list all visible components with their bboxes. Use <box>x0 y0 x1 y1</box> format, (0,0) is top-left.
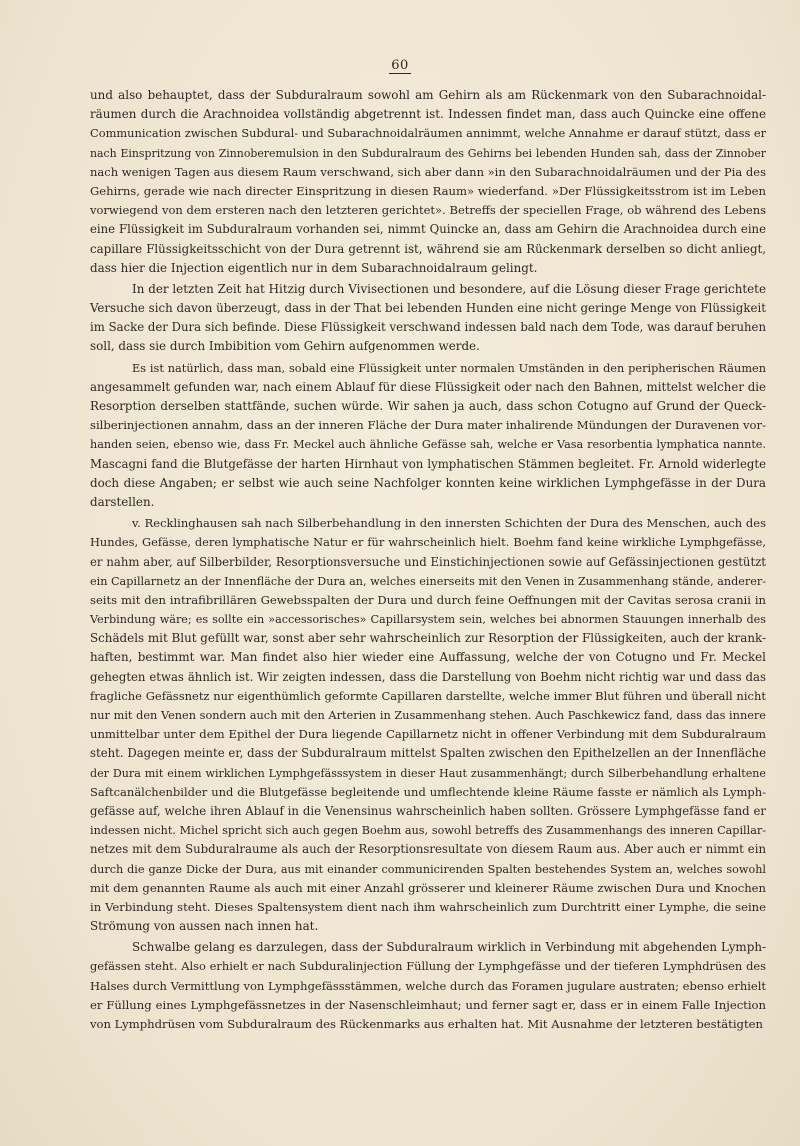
text-line: ein Capillarnetz an der Innenfläche der Dura an, welches einerseits mit den Venen in Zusammenhang stände, anderer- <box>90 574 766 588</box>
text-line: räumen durch die Arachnoidea vollständig abgetrennt ist. Indessen findet man, dass auch Quincke eine offene <box>90 107 766 122</box>
text-line: Hundes, Gefässe, deren lymphatische Natur er für wahrscheinlich hielt. Boehm fand keine wirkliche Lymphgefässe, <box>90 535 766 550</box>
text-line: vorwiegend von dem ersteren nach den letzteren gerichtet». Betreffs der speciellen Frage, ob während des Lebens <box>90 203 766 218</box>
text-line: seits mit den intrafibrillären Gewebsspalten der Dura und durch feine Oeffnungen mit der Cavitas serosa cranii in <box>90 592 766 607</box>
text-line: Saftcanälchenbilder und die Blutgefässe begleitende und umflechtende kleine Räume fasste er nämlich als Lymph- <box>90 784 766 799</box>
paragraph <box>90 938 766 1034</box>
text-line: Mascagni fand die Blutgefässe der harten Hirnhaut von lymphatischen Stämmen begleitet. Fr. Arnold widerlegte <box>90 456 766 471</box>
text-line: im Sacke der Dura sich befinde. Diese Flüssigkeit verschwand indessen bald nach dem Tode, was darauf beruhen <box>90 320 766 335</box>
text-line: unmittelbar unter dem Epithel der Dura liegende Capillarnetz nicht in offener Verbindung mit dem Subduralraum <box>90 727 766 742</box>
text-line: darstellen. <box>90 494 155 509</box>
page-number <box>0 58 800 73</box>
text-line: soll, dass sie durch Imbibition vom Gehirn aufgenommen werde. <box>90 339 480 354</box>
text-line: Schwalbe gelang es darzulegen, dass der Subduralraum wirklich in Verbindung mit abgehenden Lymph- <box>132 940 766 955</box>
text-line: haften, bestimmt war. Man findet also hier wieder eine Auffassung, welche der von Cotugno und Fr. Meckel <box>90 650 766 665</box>
paragraph <box>90 514 766 936</box>
text-line: Schädels mit Blut gefüllt war, sonst aber sehr wahrscheinlich zur Resorption der Flüssigkeiten, auch der krank- <box>90 631 766 646</box>
text-line: eine Flüssigkeit im Subduralraum vorhanden sei, nimmt Quincke an, dass am Gehirn die Arachnoidea durch eine <box>90 222 766 237</box>
text-line: v. Recklinghausen sah nach Silberbehandlung in den innersten Schichten der Dura des Menschen, auch des <box>132 516 766 531</box>
text-line: Gehirns, gerade wie nach directer Einspritzung in diesen Raum» wiederfand. »Der Flüssigkeitsstrom ist im Leben <box>90 183 766 198</box>
text-line: handen seien, ebenso wie, dass Fr. Meckel auch ähnliche Gefässe sah, welche er Vasa resorbentia lymphatica nannte. <box>90 438 766 452</box>
text-line: In der letzten Zeit hat Hitzig durch Vivisectionen und besondere, auf die Lösung dieser Frage gerichtete <box>132 281 766 296</box>
page-number-text: 60 <box>391 58 409 73</box>
paragraph <box>90 359 766 513</box>
text-line: Versuche sich davon überzeugt, dass in der That bei lebenden Hunden eine nicht geringe Menge von Flüssigkeit <box>90 301 766 316</box>
text-line: Verbindung wäre; es sollte ein »accessorisches» Capillarsystem sein, welches bei abnormen Stauungen innerhalb des <box>90 613 766 627</box>
text-line: und also behauptet, dass der Subduralraum sowohl am Gehirn als am Rückenmark von den Subarachnoidal- <box>90 88 766 102</box>
text-line: er nahm aber, auf Silberbilder, Resorptionsversuche und Einstichinjectionen sowie auf Gefässinjectionen gestützt <box>90 554 766 569</box>
text-line: fragliche Gefässnetz nur eigenthümlich geformte Capillaren darstellte, welche immer Blut führen und überall nicht <box>90 688 766 703</box>
text-line: gefässe auf, welche ihren Ablauf in die Venensinus wahrscheinlich haben sollten. Grössere Lymphgefässe fand er <box>90 803 766 818</box>
text-line: gehegten etwas ähnlich ist. Wir zeigten indessen, dass die Darstellung von Boehm nicht richtig war und dass das <box>90 669 766 684</box>
text-line: er Füllung eines Lymphgefässnetzes in der Nasenschleimhaut; und ferner sagt er, dass er in einem Falle Injection <box>90 997 766 1012</box>
text-line: Communication zwischen Subdural- und Subarachnoidalräumen annimmt, welche Annahme er darauf stützt, dass er <box>90 126 767 141</box>
text-line: angesammelt gefunden war, nach einem Ablauf für diese Flüssigkeit oder nach den Bahnen, mittelst welcher die <box>90 379 767 394</box>
text-line: Resorption derselben stattfände, suchen würde. Wir sahen ja auch, dass schon Cotugno auf Grund der Queck- <box>90 399 766 413</box>
text-line: Halses durch Vermittlung von Lymphgefässstämmen, welche durch das Foramen jugulare austraten; ebenso erhielt <box>90 978 767 993</box>
text-line: Strömung von aussen nach innen hat. <box>90 919 319 934</box>
text-line: steht. Dagegen meinte er, dass der Subduralraum mittelst Spalten zwischen den Epithelzellen an der Innenfläche <box>90 746 766 761</box>
text-line: nach wenigen Tagen aus diesem Raum verschwand, sich aber dann »in den Subarachnoidalräumen und der Pia des <box>90 164 766 179</box>
text-line: mit dem genannten Raume als auch mit einer Anzahl grösserer und kleinerer Räume zwischen Dura und Knochen <box>90 880 766 895</box>
text-line: dass hier die Injection eigentlich nur in dem Subarachnoidalraum gelingt. <box>90 260 538 275</box>
text-line: netzes mit dem Subduralraume als auch der Resorptionsresultate von diesem Raum aus. Aber auch er nimmt ein <box>90 842 766 857</box>
text-line: nach Einspritzung von Zinnoberemulsion in den Subduralraum des Gehirns bei lebenden Hunden sah, dass der Zinnober <box>90 146 766 160</box>
text-line: silberinjectionen annahm, dass an der inneren Fläche der Dura mater inhalirende Mündungen der Duravenen vor- <box>90 418 766 433</box>
text-line: doch diese Angaben; er selbst wie auch seine Nachfolger konnten keine wirklichen Lymphgefässe in der Dura <box>90 475 766 490</box>
text-line: durch die ganze Dicke der Dura, aus mit einander communicirenden Spalten bestehendes System an, welches sowohl <box>90 862 766 876</box>
paragraph <box>90 86 766 278</box>
body-text <box>90 86 766 1034</box>
text-line: Es ist natürlich, dass man, sobald eine Flüssigkeit unter normalen Umständen in den peripherischen Räumen <box>132 361 766 375</box>
text-line: indessen nicht. Michel spricht sich auch gegen Boehm aus, sowohl betreffs des Zusammenhangs des inneren Capillar- <box>90 824 766 838</box>
text-line: capillare Flüssigkeitsschicht von der Dura getrennt ist, während sie am Rückenmark derselben so dicht anliegt, <box>90 241 766 256</box>
paragraph <box>90 280 766 357</box>
text-line: in Verbindung steht. Dieses Spaltensystem dient nach ihm wahrscheinlich zum Durchtritt einer Lymphe, die seine <box>90 899 766 914</box>
text-line: gefässen steht. Also erhielt er nach Subduralinjection Füllung der Lymphgefässe und der tieferen Lymphdrüsen des <box>90 959 766 974</box>
text-line: der Dura mit einem wirklichen Lymphgefässsystem in dieser Haut zusammenhängt; durch Silberbehandlung erhaltene <box>90 766 766 780</box>
text-line: von Lymphdrüsen vom Subduralraum des Rückenmarks aus erhalten hat. Mit Ausnahme der letzteren bestätigten <box>90 1017 763 1031</box>
text-line: nur mit den Venen sondern auch mit den Arterien in Zusammenhang stehen. Auch Paschkewicz fand, dass das innere <box>90 709 766 722</box>
